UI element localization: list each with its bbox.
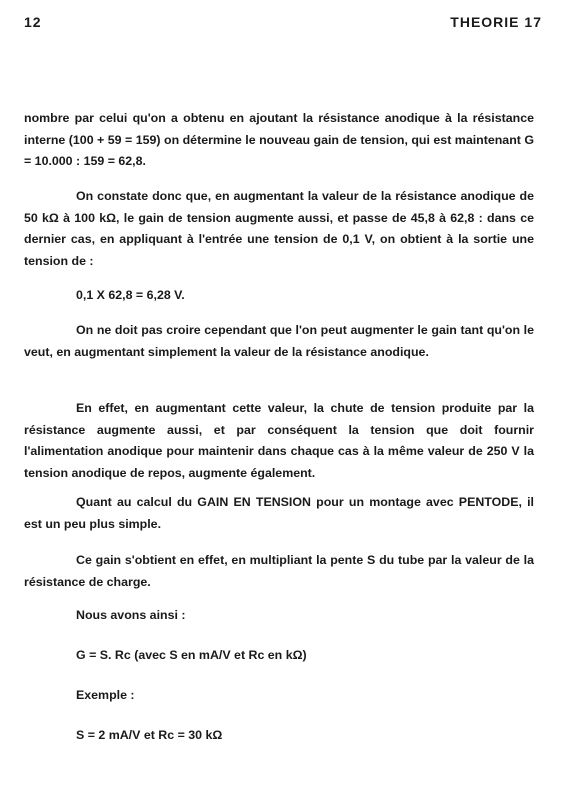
paragraph-3: On ne doit pas croire cependant que l'on peut augmenter le gain tant qu'on le veut, en augmentant simplement la valeur de la résistance anodique. [24,323,534,359]
formula-output-voltage: 0,1 X 62,8 = 6,28 V. [76,288,185,302]
section-title: THEORIE 17 [450,14,542,30]
paragraph-7: Nous avons ainsi : [76,608,186,622]
paragraph-4: En effet, en augmentant cette valeur, la chute de tension produite par la résistance augmente aussi, et par conséquent la tension que doit fournir l'alimentation anodique pour maintenir dans chaque cas à la même valeur de 250 V la tension anodique de repos, augmente également. [24,401,534,480]
formula-gain: G = S. Rc (avec S en mA/V et Rc en kΩ) [76,648,307,662]
paragraph-5: Quant au calcul du GAIN EN TENSION pour un montage avec PENTODE, il est un peu plus simple. [24,495,534,531]
page-number: 12 [24,14,42,30]
paragraph-1: nombre par celui qu'on a obtenu en ajoutant la résistance anodique à la résistance interne (100 + 59 = 159) on détermine le nouveau gain de tension, qui est maintenant G = 10.000 : 159 = 62,8. [24,111,534,168]
formula-example: S = 2 mA/V et Rc = 30 kΩ [76,728,223,742]
paragraph-6: Ce gain s'obtient en effet, en multipliant la pente S du tube par la valeur de la résistance de charge. [24,553,534,589]
example-label: Exemple : [76,688,135,702]
paragraph-2: On constate donc que, en augmentant la valeur de la résistance anodique de 50 kΩ à 100 kΩ, le gain de tension augmente aussi, et passe de 45,8 à 62,8 : dans ce dernier cas, en appliquant à l'entrée une tension de 0,1 V, on obtient à la sortie une tension de : [24,189,534,268]
